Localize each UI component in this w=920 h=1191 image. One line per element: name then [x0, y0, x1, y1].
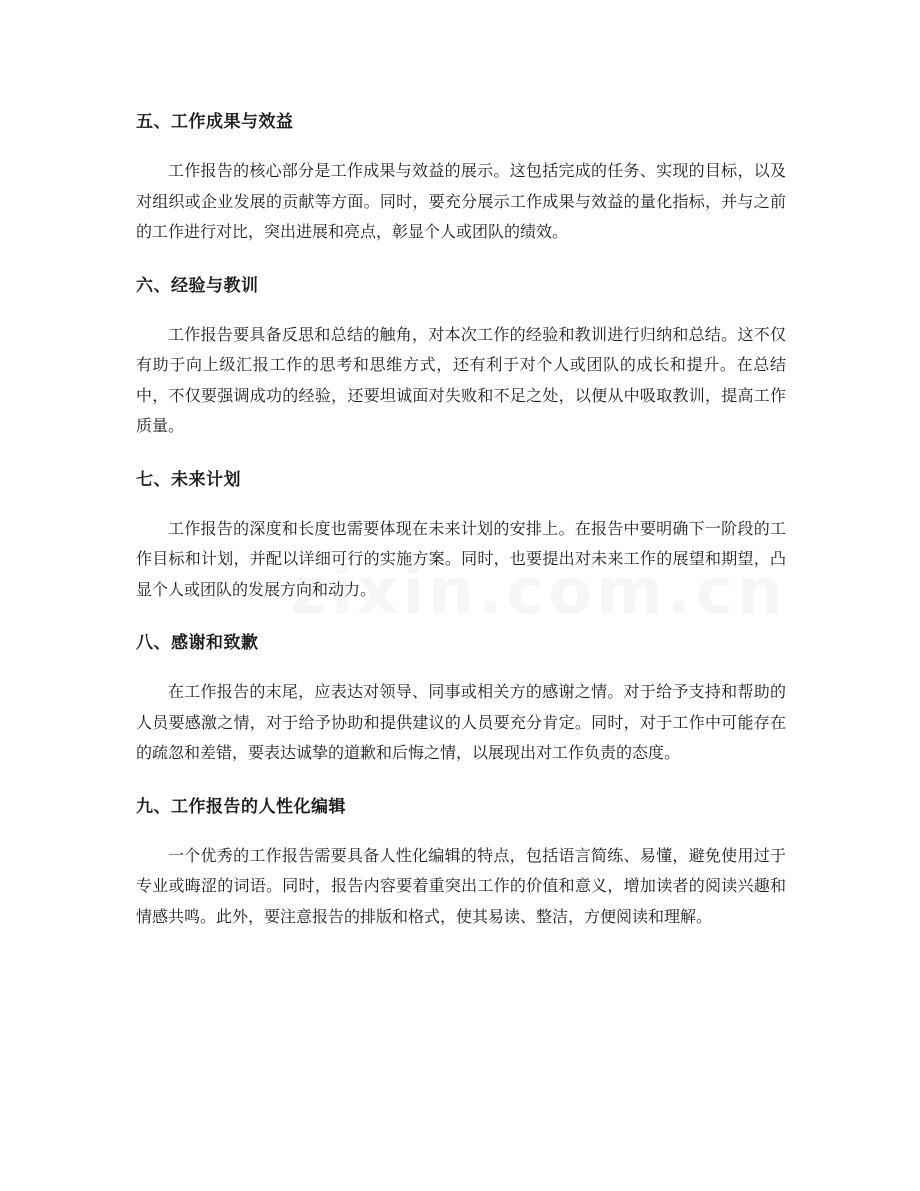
- section-heading-9: 九、工作报告的人性化编辑: [136, 796, 346, 817]
- section-heading-5: 五、工作成果与效益: [136, 112, 294, 132]
- section-heading-8: 八、感谢和致歉: [136, 633, 259, 653]
- section-body-6: 工作报告要具备反思和总结的触角，对本次工作的经验和教训进行归纳和总结。这不仅有助于向上级汇报工作的思考和思维方式，还有利于对个人或团队的成长和提升。在总结中，不仅要强调成功的经验，还要坦诚面对失败和不足之处，以便从中吸取教训，提高工作质量。: [136, 324, 786, 435]
- section-body-5: 工作报告的核心部分是工作成果与效益的展示。这包括完成的任务、实现的目标，以及对组织或企业发展的贡献等方面。同时，要充分展示工作成果与效益的量化指标，并与之前的工作进行对比，突出进展和亮点，彰显个人或团队的绩效。: [136, 161, 786, 241]
- document-content: [136, 104, 786, 952]
- section-body-7: 工作报告的深度和长度也需要体现在未来计划的安排上。在报告中要明确下一阶段的工作目标和计划，并配以详细可行的实施方案。同时，也要提出对未来工作的展望和期望，凸显个人或团队的发展方向和动力。: [136, 518, 786, 599]
- section-heading-7: 七、未来计划: [136, 469, 241, 490]
- section-body-9: 一个优秀的工作报告需要具备人性化编辑的特点，包括语言简练、易懂，避免使用过于专业或晦涩的词语。同时，报告内容要着重突出工作的价值和意义，增加读者的阅读兴趣和情感共鸣。此外，要注意报告的排版和格式，使其易读、整洁，方便阅读和理解。: [136, 845, 786, 926]
- section-body-8: 在工作报告的末尾，应表达对领导、同事或相关方的感谢之情。对于给予支持和帮助的人员要感激之情，对于给予协助和提供建议的人员要充分肯定。同时，对于工作中可能存在的疏忽和差错，要表达诚挚的道歉和后悔之情，以展现出对工作负责的态度。: [136, 682, 786, 762]
- section-heading-6: 六、经验与教训: [136, 275, 259, 296]
